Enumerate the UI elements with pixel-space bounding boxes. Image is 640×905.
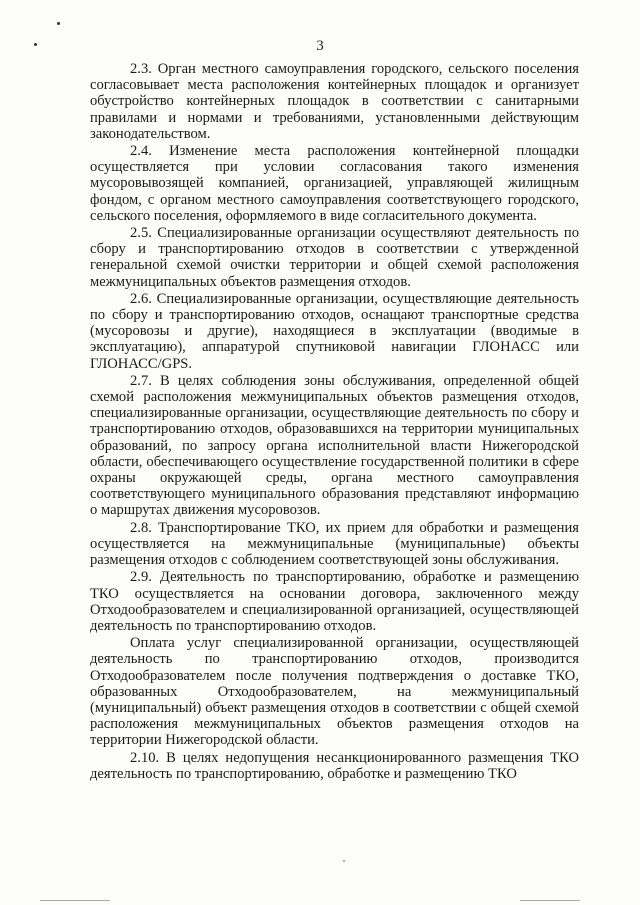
paragraph-payment: Оплата услуг специализированной организации, осуществляющей деятельность по транспортированию отходов, производится Отходообразователем после получения подтверждения о доставке ТКО, образованных Отходообразователем, на межмуниципальный (муниципальный) объект размещения отходов в соответствии с общей схемой расположения межмуниципальных объектов размещения отходов на территории Нижегородской области. [90,635,579,749]
paragraph-2-8: 2.8. Транспортирование ТКО, их прием для обработки и размещения осуществляется на межмуниципальные (муниципальные) объекты размещения отходов с соблюдением соответствующей зоны обслуживания. [90,519,579,569]
scan-speck [343,860,345,862]
scan-edge-mark [40,900,110,901]
page-number: 3 [316,38,324,54]
scan-edge-mark [520,900,580,901]
paragraph-2-4: 2.4. Изменение места расположения контейнерной площадки осуществляется при условии согласования такого изменения мусоровывозящей компанией, организацией, управляющей жилищным фондом, с органом местного самоуправления соответствующего городского, сельского поселения, оформляемого в виде согласительного документа. [90,143,579,224]
scan-speck [57,22,60,25]
paragraph-2-7: 2.7. В целях соблюдения зоны обслуживания, определенной общей схемой расположения межмуниципальных объектов размещения отходов, специализированные организации, осуществляющие деятельность по сбору и транспортированию отходов, образовавшихся на территории муниципальных образований, по запросу органа исполнительной власти Нижегородской области, обеспечивающего осуществление государственной политики в сфере охраны окружающей среды, органа местного самоуправления соответствующего муниципального образования представляют информацию о маршрутах движения мусоровозов. [90,372,579,519]
document-body [90,61,579,783]
paragraph-2-5: 2.5. Специализированные организации осуществляют деятельность по сбору и транспортированию отходов в соответствии с утвержденной генеральной схемой очистки территории и общей схемой расположения межмуниципальных объектов размещения отходов. [90,225,579,290]
paragraph-2-3: 2.3. Орган местного самоуправления городского, сельского поселения согласовывает места расположения контейнерных площадок и организует обустройство контейнерных площадок в соответствии с санитарными правилами и нормами и требованиями, установленными действующим законодательством. [90,61,579,142]
paragraph-2-6: 2.6. Специализированные организации, осуществляющие деятельность по сбору и транспортированию отходов, оснащают транспортные средства (мусоровозы и другие), находящиеся в эксплуатации (вводимые в эксплуатацию), аппаратурой спутниковой навигации ГЛОНАСС или ГЛОНАСС/GPS. [90,290,579,372]
paragraph-2-10: 2.10. В целях недопущения несанкционированного размещения ТКО деятельность по транспортированию, обработке и размещению ТКО [90,749,579,782]
paragraph-2-9: 2.9. Деятельность по транспортированию, обработке и размещению ТКО осуществляется на основании договора, заключенного между Отходообразователем и специализированной организацией, осуществляющей деятельность по транспортированию отходов. [90,569,579,634]
